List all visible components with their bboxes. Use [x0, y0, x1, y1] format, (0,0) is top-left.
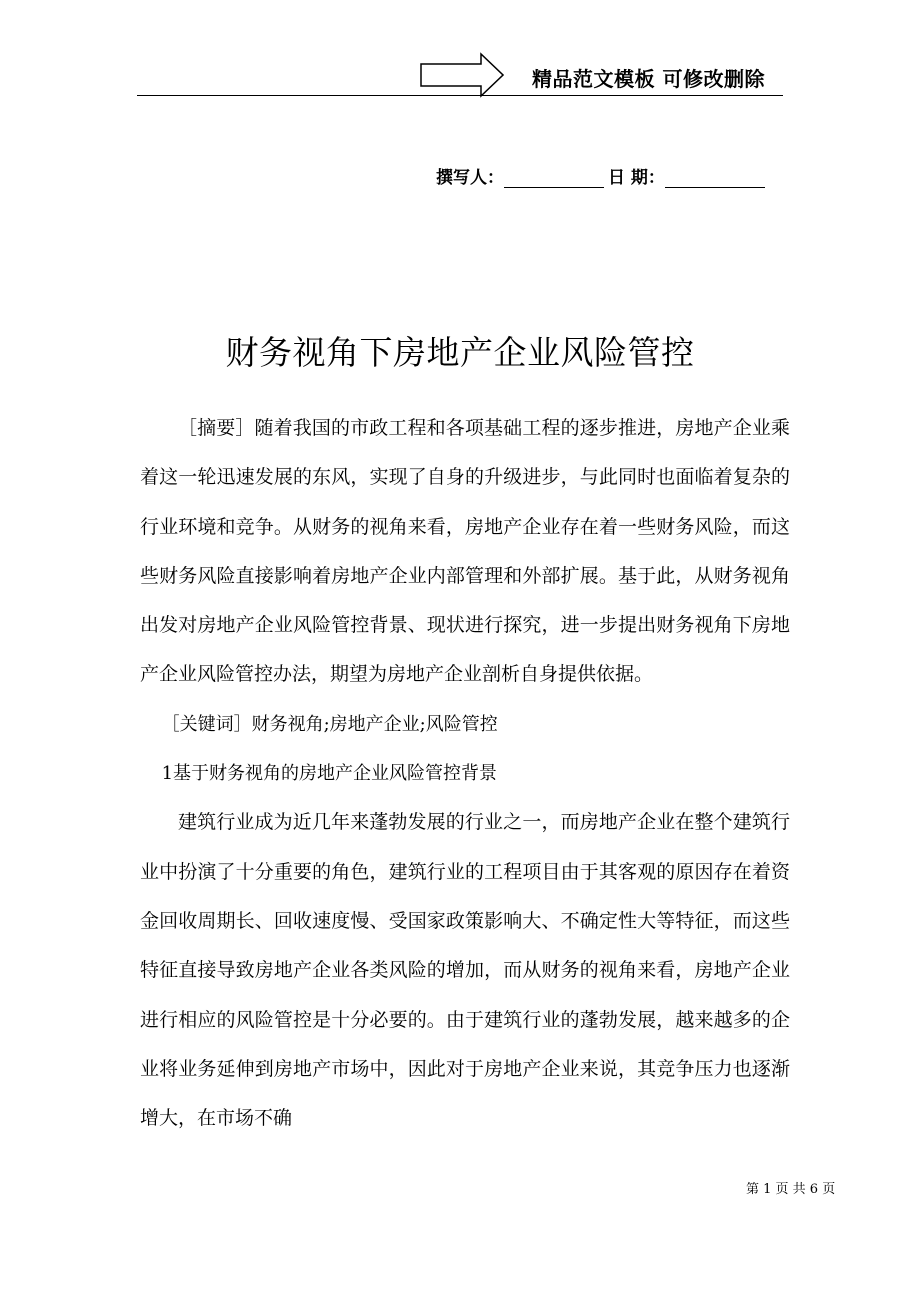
document-body [140, 404, 790, 1143]
section-heading: 1基于财务视角的房地产企业风险管控背景 [161, 763, 498, 785]
abstract-paragraph: ［摘要］随着我国的市政工程和各项基础工程的逐步推进，房地产企业乘着这一轮迅速发展的东风，实现了自身的升级进步，与此同时也面临着复杂的行业环境和竞争。从财务的视角来看，房地产企业存在着一些财务风险，而这些财务风险直接影响着房地产企业内部管理和外部扩展。基于此，从财务视角出发对房地产企业风险管控背景、现状进行探究，进一步提出财务视角下房地产企业风险管控办法，期望为房地产企业剖析自身提供依据。 [140, 417, 790, 686]
body-paragraph: 建筑行业成为近几年来蓬勃发展的行业之一，而房地产企业在整个建筑行业中扮演了十分重要的角色，建筑行业的工程项目由于其客观的原因存在着资金回收周期长、回收速度慢、受国家政策影响大、不确定性大等特征，而这些特征直接导致房地产企业各类风险的增加，而从财务的视角来看，房地产企业进行相应的风险管控是十分必要的。由于建筑行业的蓬勃发展，越来越多的企业将业务延伸到房地产市场中，因此对于房地产企业来说，其竞争压力也逐渐增大，在市场不确 [140, 811, 790, 1130]
date-label: 日 期： [608, 168, 665, 188]
right-arrow-outline-icon [420, 52, 504, 98]
header-banner-text: 精品范文模板 可修改删除 [532, 67, 765, 91]
author-label: 撰写人： [436, 168, 504, 188]
page-number: 第 1 页 共 6 页 [746, 1182, 836, 1197]
header-divider [137, 95, 783, 96]
page-header [0, 0, 920, 110]
author-date-line [436, 158, 765, 188]
author-blank [504, 165, 604, 188]
document-title: 财务视角下房地产企业风险管控 [225, 333, 695, 372]
date-blank [665, 165, 765, 188]
keywords-line: ［关键词］财务视角;房地产企业;风险管控 [161, 713, 498, 735]
